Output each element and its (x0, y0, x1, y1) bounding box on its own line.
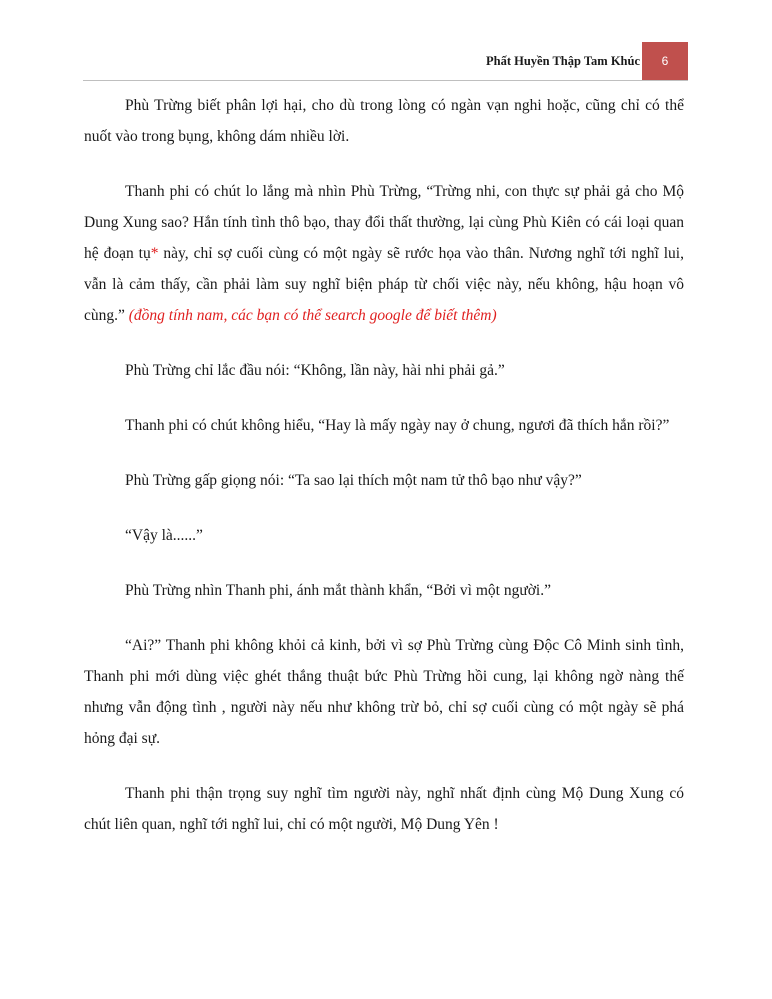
paragraph-2-text: Thanh phi có chút lo lắng mà nhìn Phù Trừng, “Trừng nhi, con thực sự phải gả cho Mộ Dung Xung sao? Hắn tính tình thô bạo, thay đổi thất thường, lại cùng Phù Kiên có cái loại quan hệ đoạn tụ (84, 183, 684, 262)
paragraph-3: Phù Trừng chỉ lắc đầu nói: “Không, lần này, hài nhi phải gả.” (125, 362, 505, 379)
paragraph-9: Thanh phi thận trọng suy nghĩ tìm người này, nghĩ nhất định cùng Mộ Dung Xung có chút liên quan, nghĩ tới nghĩ lui, chỉ có một người, Mộ Dung Yên ! (84, 785, 684, 833)
paragraph-7: Phù Trừng nhìn Thanh phi, ánh mắt thành khẩn, “Bởi vì một người.” (125, 582, 551, 599)
page-header (0, 42, 772, 82)
header-divider (83, 80, 688, 81)
paragraph-5: Phù Trừng gấp giọng nói: “Ta sao lại thích một nam tử thô bạo như vậy?” (125, 472, 582, 489)
footnote-asterisk: * (150, 245, 159, 262)
paragraph-1: Phù Trừng biết phân lợi hại, cho dù trong lòng có ngàn vạn nghi hoặc, cũng chỉ có thể nuốt vào trong bụng, không dám nhiều lời. (84, 97, 684, 145)
page-number-badge: 6 (642, 42, 688, 80)
paragraph-8: “Ai?” Thanh phi không khỏi cả kinh, bởi vì sợ Phù Trừng cùng Độc Cô Minh sinh tình, Thanh phi mới dùng việc ghét thắng thuật bức Phù Trừng hồi cung, lại không ngờ nàng thế nhưng vẫn động tình , người này nếu như không trừ bỏ, chỉ sợ cuối cùng có một ngày sẽ phá hỏng đại sự. (84, 637, 684, 747)
header-title: Phất Huyền Thập Tam Khúc (486, 54, 640, 68)
paragraph-4: Thanh phi có chút không hiểu, “Hay là mấy ngày nay ở chung, ngươi đã thích hắn rồi?” (125, 417, 670, 434)
paragraph-2-text-rest: này, chỉ sợ cuối cùng có một ngày sẽ rước họa vào thân. Nương nghĩ tới nghĩ lui, vẫn là cảm thấy, cần phải làm suy nghĩ biện pháp từ chối việc này, nếu không, hậu hoạn vô cùng.” (84, 245, 684, 324)
paragraph-2 (84, 176, 684, 331)
translator-note: (đồng tính nam, các bạn có thể search google để biết thêm) (124, 307, 497, 324)
paragraph-6: “Vậy là......” (125, 527, 203, 544)
document-body (84, 90, 684, 864)
